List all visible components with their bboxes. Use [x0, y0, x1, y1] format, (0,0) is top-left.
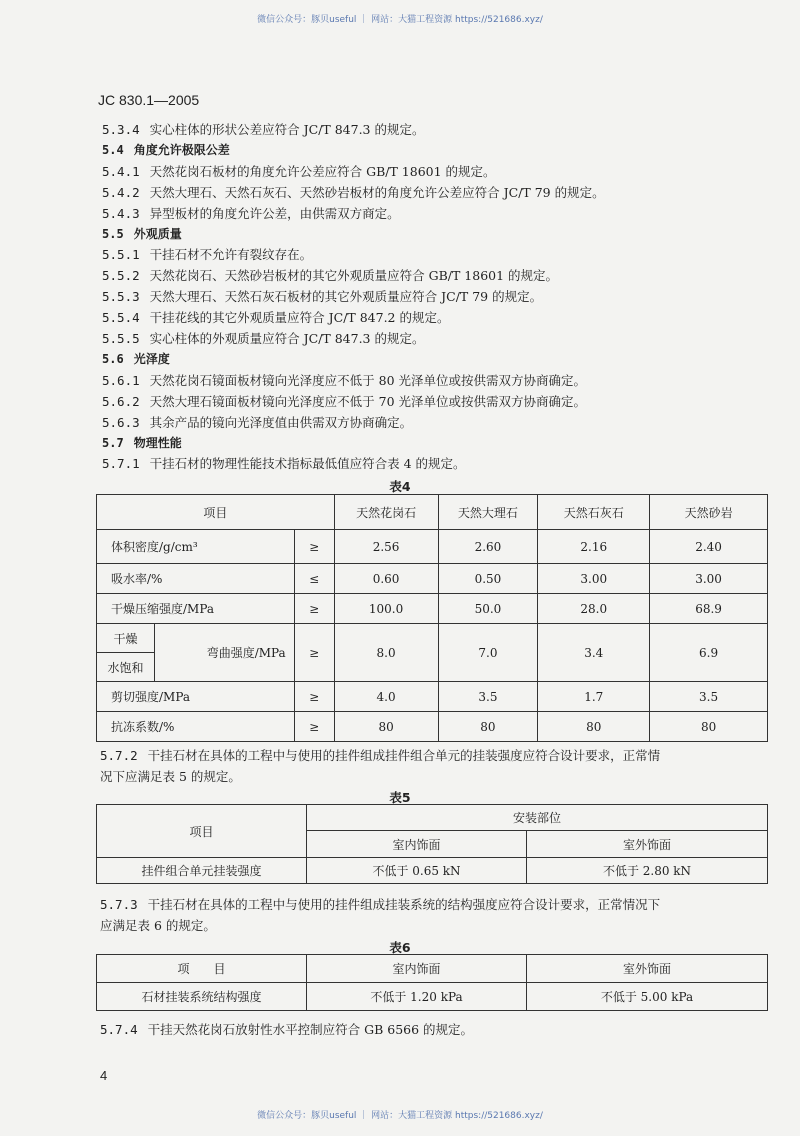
- table4-operator: ≥: [294, 530, 334, 564]
- clause-number: 5.5.1: [102, 247, 140, 263]
- table6: [96, 954, 768, 1011]
- table4-cell: 8.0: [334, 624, 438, 682]
- clause-number: 5.5.3: [102, 289, 140, 305]
- clause-number: 5.5.5: [102, 331, 140, 346]
- table4-cell: 50.0: [438, 594, 538, 624]
- clause-number: 5.5: [102, 226, 124, 241]
- table6-cell: 不低于 5.00 kPa: [527, 983, 768, 1011]
- table4-cell: 28.0: [538, 594, 650, 624]
- clause-line: [102, 371, 586, 389]
- document-header: JC 830.1—2005: [98, 92, 200, 108]
- table4-sub-label: 干燥: [97, 624, 155, 653]
- clause-number: 5.6.1: [102, 372, 140, 388]
- clause-text: 干挂石材不允许有裂纹存在。: [149, 247, 313, 263]
- table4-cell: 3.00: [538, 564, 650, 594]
- clause-number: 5.6.2: [102, 393, 140, 409]
- table4-operator: ≤: [294, 564, 334, 594]
- clause-line: [102, 204, 400, 222]
- table5-header: 室内饰面: [307, 831, 527, 858]
- table6-cell: 不低于 1.20 kPa: [307, 983, 527, 1011]
- table4-cell: 3.4: [538, 624, 650, 682]
- table4: [96, 494, 768, 742]
- clause-text: 角度允许极限公差: [133, 142, 230, 157]
- table4-cell: 1.7: [538, 682, 650, 712]
- paragraph-5-7-3: [100, 895, 660, 913]
- clause-text: 其余产品的镜向光泽度值由供需双方协商确定。: [149, 414, 413, 430]
- table4-cell: 3.5: [650, 682, 768, 712]
- table4-cell: 2.40: [650, 530, 768, 564]
- clause-line: [102, 454, 466, 472]
- clause-line: [102, 350, 170, 367]
- table4-header: 天然大理石: [438, 495, 538, 530]
- table6-header: 室内饰面: [307, 955, 527, 983]
- clause-text: 光泽度: [133, 351, 170, 366]
- paragraph-5-7-2-cont: 况下应满足表 5 的规定。: [100, 769, 241, 784]
- table4-cell: 80: [334, 712, 438, 742]
- paragraph-5-7-2: [100, 746, 660, 764]
- clause-line: [102, 329, 424, 347]
- clause-text: 物理性能: [133, 435, 182, 450]
- clause-line: [102, 162, 496, 180]
- table4-header-item: 项目: [97, 495, 335, 530]
- watermark-bottom: 微信公众号：豚贝useful ｜ 网站：大猫工程资源 https://521686.xyz/: [257, 1111, 543, 1121]
- page-number: 4: [100, 1068, 108, 1083]
- table4-cell: 100.0: [334, 594, 438, 624]
- table-row: [97, 712, 768, 742]
- clause-line: [102, 413, 412, 431]
- clause-number: 5.7: [102, 435, 124, 450]
- table5-row-label: 挂件组合单元挂装强度: [97, 858, 307, 884]
- clause-text: 异型板材的角度允许公差，由供需双方商定。: [149, 205, 400, 221]
- table6-header: 室外饰面: [527, 955, 768, 983]
- table6-title: 表6: [389, 940, 411, 955]
- table4-cell: 3.5: [438, 682, 538, 712]
- clause-number: 5.5.4: [102, 310, 140, 326]
- clause-number: 5.4.2: [102, 184, 140, 200]
- table4-cell: 3.00: [650, 564, 768, 594]
- table4-cell: 0.60: [334, 564, 438, 594]
- table4-cell: 2.60: [438, 530, 538, 564]
- table4-row-label: 弯曲强度/MPa: [154, 624, 294, 682]
- clause-line: [102, 392, 586, 410]
- clause-text: 干挂石材在具体的工程中与使用的挂件组成挂装系统的结构强度应符合设计要求，正常情况下: [147, 897, 661, 912]
- clause-text: 天然大理石镜面板材镜向光泽度应不低于 70 光泽单位或按供需双方协商确定。: [149, 393, 586, 409]
- table4-title: 表4: [389, 479, 411, 494]
- clause-number: 5.3.4: [102, 122, 140, 137]
- table4-header: 天然花岗石: [334, 495, 438, 530]
- table5-title: 表5: [389, 790, 411, 805]
- table4-cell: 2.16: [538, 530, 650, 564]
- clause-text: 干挂石材的物理性能技术指标最低值应符合表 4 的规定。: [149, 456, 466, 472]
- clause-line: [102, 141, 230, 158]
- table4-sub-label: 水饱和: [97, 653, 155, 682]
- clause-text: 天然花岗石镜面板材镜向光泽度应不低于 80 光泽单位或按供需双方协商确定。: [149, 372, 586, 388]
- table5-header-item: 项目: [97, 805, 307, 858]
- clause-number: 5.7.1: [102, 456, 140, 472]
- table4-cell: 2.56: [334, 530, 438, 564]
- table6-row-label: 石材挂装系统结构强度: [97, 983, 307, 1011]
- table4-row-label: 剪切强度/MPa: [97, 682, 295, 712]
- clause-line: [102, 287, 542, 305]
- clause-number: 5.7.2: [100, 748, 138, 763]
- table4-cell: 80: [650, 712, 768, 742]
- clause-text: 天然大理石、天然石灰石、天然砂岩板材的角度允许公差应符合 JC/T 79 的规定。: [149, 184, 605, 200]
- table4-operator: ≥: [294, 624, 334, 682]
- clause-number: 5.6.3: [102, 414, 140, 430]
- clause-number: 5.4.3: [102, 205, 140, 221]
- table-row: [97, 594, 768, 624]
- clause-line: [102, 308, 449, 326]
- clause-text: 实心柱体的外观质量应符合 JC/T 847.3 的规定。: [149, 331, 425, 346]
- clause-number: 5.5.2: [102, 268, 140, 284]
- clause-text: 实心柱体的形状公差应符合 JC/T 847.3 的规定。: [149, 122, 425, 137]
- watermark-top: 微信公众号：豚贝useful ｜ 网站：大猫工程资源 https://521686.xyz/: [257, 15, 543, 25]
- table4-cell: 80: [538, 712, 650, 742]
- table4-header: 天然石灰石: [538, 495, 650, 530]
- table4-cell: 4.0: [334, 682, 438, 712]
- clause-number: 5.4: [102, 142, 124, 157]
- clause-text: 干挂石材在具体的工程中与使用的挂件组成挂件组合单元的挂装强度应符合设计要求，正常情: [147, 748, 661, 763]
- table4-row-label: 吸水率/%: [97, 564, 295, 594]
- table4-header: 天然砂岩: [650, 495, 768, 530]
- table-row: [97, 682, 768, 712]
- table-row: [97, 530, 768, 564]
- clause-line: [102, 183, 605, 201]
- table5: [96, 804, 768, 884]
- clause-text: 干挂天然花岗石放射性水平控制应符合 GB 6566 的规定。: [147, 1022, 474, 1037]
- table5-header: 室外饰面: [527, 831, 768, 858]
- table5-header-group: 安装部位: [307, 805, 768, 831]
- clause-text: 天然大理石、天然石灰石板材的其它外观质量应符合 JC/T 79 的规定。: [149, 289, 543, 305]
- clause-line: [102, 245, 312, 263]
- table4-cell: 6.9: [650, 624, 768, 682]
- clause-line: [102, 120, 424, 138]
- table-row: [97, 564, 768, 594]
- clause-number: 5.4.1: [102, 163, 140, 179]
- clause-text: 外观质量: [133, 226, 182, 241]
- table4-cell: 80: [438, 712, 538, 742]
- table4-operator: ≥: [294, 682, 334, 712]
- clause-text: 天然花岗石板材的角度允许公差应符合 GB/T 18601 的规定。: [149, 163, 496, 179]
- table4-row-label: 抗冻系数/%: [97, 712, 295, 742]
- clause-number: 5.7.3: [100, 897, 138, 912]
- clause-number: 5.6: [102, 351, 124, 366]
- table4-cell: 7.0: [438, 624, 538, 682]
- table4-row-label: 体积密度/g/cm³: [97, 530, 295, 564]
- table4-operator: ≥: [294, 594, 334, 624]
- table5-cell: 不低于 0.65 kN: [307, 858, 527, 884]
- clause-number: 5.7.4: [100, 1022, 138, 1037]
- clause-text: 干挂花线的其它外观质量应符合 JC/T 847.2 的规定。: [149, 310, 450, 326]
- table4-cell: 0.50: [438, 564, 538, 594]
- table4-row-label: 干燥压缩强度/MPa: [97, 594, 295, 624]
- paragraph-5-7-4: [100, 1020, 473, 1038]
- table4-cell: 68.9: [650, 594, 768, 624]
- clause-text: 天然花岗石、天然砂岩板材的其它外观质量应符合 GB/T 18601 的规定。: [149, 268, 559, 284]
- clause-line: [102, 225, 182, 242]
- table4-operator: ≥: [294, 712, 334, 742]
- paragraph-5-7-3-cont: 应满足表 6 的规定。: [100, 918, 216, 933]
- table5-cell: 不低于 2.80 kN: [527, 858, 768, 884]
- clause-line: [102, 266, 558, 284]
- table-row: [97, 624, 768, 653]
- clause-line: [102, 434, 182, 451]
- table6-header-item: 项 目: [97, 955, 307, 983]
